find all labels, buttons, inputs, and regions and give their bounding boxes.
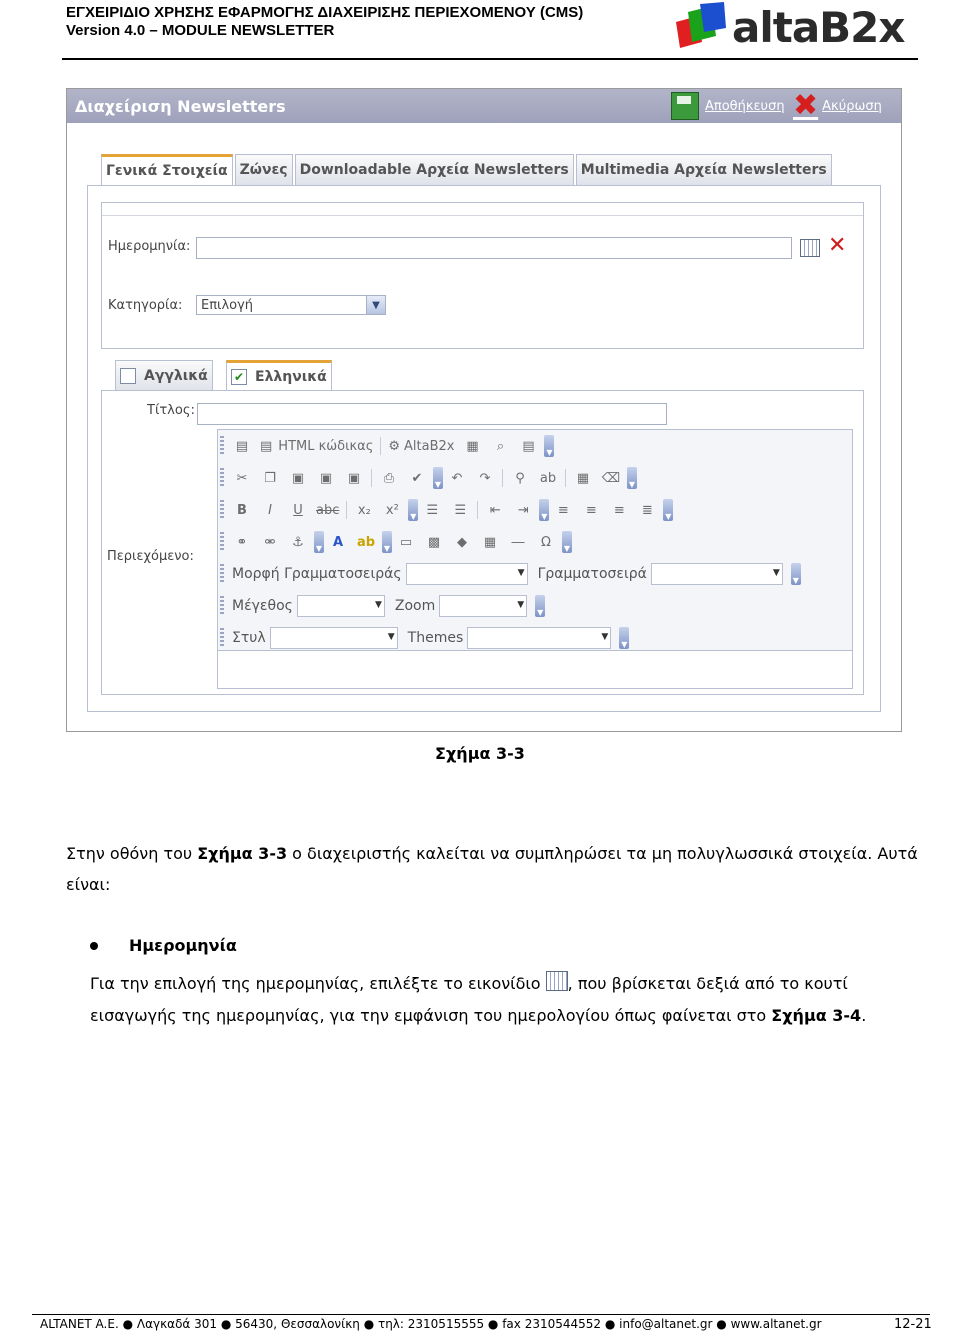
align-justify-icon[interactable]: ≣ [641, 502, 653, 518]
body-paragraph-1 [66, 838, 926, 900]
document-title-line1: ΕΓΧΕΙΡΙΔΙΟ ΧΡΗΣΗΣ ΕΦΑΡΜΟΓΗΣ ΔΙΑΧΕΙΡΙΣΗΣ ΠΕΡΙΕΧΟΜΕΝΟΥ (CMS) [66, 4, 584, 21]
editor-content-area[interactable] [218, 652, 852, 688]
calendar-icon [546, 971, 568, 991]
outdent-icon[interactable]: ⇤ [489, 502, 501, 518]
background-color-icon[interactable]: ab [356, 534, 376, 550]
calendar-icon[interactable] [800, 239, 820, 257]
redo-icon[interactable]: ↷ [479, 470, 491, 486]
toolbar-grip [220, 436, 224, 456]
underline-icon[interactable]: U [293, 502, 303, 518]
bullet-item-date [90, 936, 237, 955]
document-title-line2: Version 4.0 – MODULE NEWSLETTER [66, 22, 335, 39]
toolbar-separator [502, 469, 503, 487]
bullet-list-icon[interactable]: ☰ [454, 502, 467, 518]
footer-divider [32, 1314, 930, 1315]
toolbar-row-3 [220, 498, 673, 522]
spellcheck-icon[interactable]: ✔ [411, 470, 423, 486]
paste-text-icon[interactable]: ▣ [319, 470, 333, 486]
tab-multimedia-files[interactable]: Multimedia Αρχεία Newsletters [576, 154, 832, 185]
align-center-icon[interactable]: ≡ [585, 502, 597, 518]
text-color-icon[interactable]: A [332, 534, 344, 550]
undo-icon[interactable]: ↶ [451, 470, 463, 486]
chevron-down-icon: ▼ [387, 632, 395, 642]
altab2x-button[interactable]: ⚙ AltaB2x [388, 438, 455, 454]
title-input[interactable] [197, 403, 667, 425]
category-label: Κατηγορία: [108, 298, 183, 313]
zoom-label: Zoom [394, 598, 436, 614]
font-select[interactable] [651, 563, 783, 585]
toolbar-separator [371, 469, 372, 487]
chevron-down-icon: ▼ [374, 600, 382, 610]
link-icon[interactable]: ⚭ [236, 534, 248, 550]
indent-icon[interactable]: ⇥ [517, 502, 529, 518]
para1-post: ο διαχειριστής καλείται να συμπληρώσει τα μη πολυγλωσσικά στοιχεία. Αυτά είναι: [66, 844, 918, 894]
toolbar-expand-icon[interactable]: ▼ [627, 467, 637, 489]
checkbox-greek[interactable]: ✔ [231, 369, 247, 385]
flash-icon[interactable]: ▭ [399, 534, 413, 550]
cancel-icon: ✖ [793, 88, 819, 123]
header-divider [62, 58, 918, 60]
toolbar-separator [477, 501, 478, 519]
bullet-icon [90, 942, 98, 950]
toolbar-row-7 [220, 626, 629, 650]
toolbar-row-2 [220, 466, 637, 490]
new-page-icon[interactable]: ▤ [235, 438, 249, 454]
toolbar-expand-icon[interactable]: ▼ [382, 531, 392, 553]
cut-icon[interactable]: ✂ [236, 470, 248, 486]
templates-icon[interactable]: ▦ [466, 438, 479, 454]
toolbar-grip [220, 596, 224, 616]
themes-select[interactable] [467, 627, 611, 649]
document-title [66, 4, 583, 40]
cancel-label: Ακύρωση [822, 98, 882, 114]
subscript-icon[interactable]: x₂ [357, 502, 371, 518]
body-paragraph-2 [90, 968, 930, 1032]
html-source-button[interactable]: ▤ HTML κώδικας [260, 438, 374, 454]
altab2x-label: AltaB2x [404, 438, 455, 454]
toolbar-expand-icon[interactable]: ▼ [539, 499, 549, 521]
page-number: 12-21 [894, 1317, 932, 1332]
toolbar-expand-icon[interactable]: ▼ [562, 531, 572, 553]
align-right-icon[interactable]: ≡ [613, 502, 625, 518]
align-left-icon[interactable]: ≡ [557, 502, 569, 518]
toolbar-grip [220, 564, 224, 584]
toolbar-expand-icon[interactable]: ▼ [791, 563, 801, 585]
logo-icon [672, 2, 732, 58]
para1-figure-ref: Σχήμα 3-3 [197, 844, 288, 863]
date-input[interactable] [196, 237, 792, 259]
para1-pre: Στην οθόνη του [66, 844, 198, 863]
lang-tab-greek[interactable] [226, 360, 332, 391]
toolbar-grip [220, 532, 224, 552]
toolbar-expand-icon[interactable]: ▼ [433, 467, 443, 489]
figure-caption: Σχήμα 3-3 [435, 744, 525, 763]
category-select[interactable] [196, 295, 386, 315]
altab2x-logo [672, 2, 912, 58]
toolbar-expand-icon[interactable]: ▼ [535, 595, 545, 617]
format-label: Μορφή Γραμματοσειράς [232, 566, 402, 582]
size-select[interactable] [297, 595, 385, 617]
toolbar-grip [220, 628, 224, 648]
general-fields-box [101, 202, 864, 349]
size-label: Μέγεθος [232, 598, 293, 614]
style-select[interactable] [270, 627, 398, 649]
title-label: Τίτλος: [147, 403, 195, 418]
html-source-label: HTML κώδικας [278, 438, 374, 454]
toolbar-separator [565, 469, 566, 487]
toolbar-separator [346, 501, 347, 519]
print-icon[interactable]: ⎙ [383, 470, 395, 486]
footer-contact: ALTANET A.E. ● Λαγκαδά 301 ● 56430, Θεσσαλονίκη ● τηλ: 2310515555 ● fax 2310544552 ● info@altanet.gr ● www.altanet.gr [40, 1317, 822, 1331]
chevron-down-icon: ▼ [366, 296, 385, 314]
anchor-icon[interactable]: ⚓ [292, 534, 304, 550]
preview-icon[interactable]: ⌕ [496, 438, 505, 454]
toolbar-grip [220, 500, 224, 520]
lang-tab-english[interactable] [115, 360, 213, 391]
media-icon[interactable]: ◆ [457, 534, 467, 550]
toolbar-grip [220, 468, 224, 488]
clear-date-icon[interactable]: ✕ [828, 233, 847, 258]
toolbar-expand-icon[interactable]: ▼ [314, 531, 324, 553]
unlink-icon[interactable]: ⚮ [264, 534, 276, 550]
panel-title: Διαχείριση Newsletters [75, 97, 286, 116]
strikethrough-icon[interactable]: abc [316, 502, 340, 518]
para2-mid: , που βρίσκεται δεξιά από το κουτί εισαγωγής της ημερομηνίας, για την εμφάνιση του ημερολογίου όπως φαίνεται στο [90, 974, 848, 1025]
date-label: Ημερομηνία: [108, 239, 191, 254]
main-tabs [101, 154, 834, 186]
panel-header [67, 89, 901, 123]
lang-tab-greek-label: Ελληνικά [255, 369, 327, 385]
para2-figure-ref: Σχήμα 3-4 [771, 1006, 862, 1025]
table-icon[interactable]: ▦ [483, 534, 497, 550]
para2-end: . [861, 1006, 867, 1025]
tab-general[interactable]: Γενικά Στοιχεία [101, 154, 233, 185]
cancel-button[interactable] [793, 88, 882, 123]
format-select[interactable] [406, 563, 528, 585]
chevron-down-icon: ▼ [601, 632, 609, 642]
tab-zones[interactable]: Ζώνες [235, 154, 293, 185]
print-icon[interactable]: ▤ [522, 438, 535, 454]
tab-downloadable-files[interactable]: Downloadable Αρχεία Newsletters [295, 154, 574, 185]
toolbar-expand-icon[interactable]: ▼ [619, 627, 629, 649]
content-label: Περιεχόμενο: [107, 549, 194, 564]
superscript-icon[interactable]: x² [385, 502, 399, 518]
toolbar-expand-icon[interactable]: ▼ [408, 499, 418, 521]
find-icon[interactable]: ⚲ [515, 470, 525, 486]
bold-icon[interactable]: B [237, 502, 247, 518]
checkbox-english[interactable] [120, 368, 136, 384]
para2-pre: Για την επιλογή της ημερομηνίας, επιλέξτε το εικονίδιο [90, 974, 546, 993]
cms-screenshot [66, 88, 902, 732]
save-label: Αποθήκευση [705, 98, 785, 114]
save-button[interactable] [671, 93, 785, 119]
copy-icon[interactable]: ❐ [264, 470, 276, 486]
special-char-icon[interactable]: Ω [541, 534, 551, 550]
themes-label: Themes [407, 630, 464, 646]
toolbar-row-5 [220, 562, 801, 586]
paste-icon[interactable]: ▣ [291, 470, 305, 486]
numbered-list-icon[interactable]: ☰ [426, 502, 439, 518]
remove-format-icon[interactable]: ⌫ [601, 470, 621, 486]
image-icon[interactable]: ▩ [427, 534, 441, 550]
toolbar-row-1 [220, 434, 554, 458]
paste-word-icon[interactable]: ▣ [347, 470, 361, 486]
lang-tab-english-label: Αγγλικά [144, 368, 208, 384]
toolbar-row-6 [220, 594, 545, 618]
chevron-down-icon: ▼ [517, 600, 525, 610]
replace-icon[interactable]: ab [539, 470, 557, 486]
chevron-down-icon: ▼ [772, 568, 780, 578]
zoom-select[interactable] [439, 595, 527, 617]
toolbar-separator [380, 437, 381, 455]
save-icon [671, 92, 699, 120]
font-label: Γραμματοσειρά [537, 566, 647, 582]
chevron-down-icon: ▼ [517, 568, 525, 578]
toolbar-expand-icon[interactable]: ▼ [663, 499, 673, 521]
editor-toolbar [218, 430, 852, 651]
rich-text-editor [217, 429, 853, 689]
select-all-icon[interactable]: ▦ [576, 470, 590, 486]
category-value: Επιλογή [201, 297, 254, 313]
style-label: Στυλ [232, 630, 266, 646]
toolbar-row-4 [220, 530, 572, 554]
bullet-title: Ημερομηνία [129, 936, 237, 955]
horizontal-rule-icon[interactable]: ― [511, 534, 525, 550]
logo-text: altaB2x [732, 3, 905, 52]
toolbar-expand-icon[interactable]: ▼ [544, 435, 554, 457]
italic-icon[interactable]: I [268, 502, 272, 518]
